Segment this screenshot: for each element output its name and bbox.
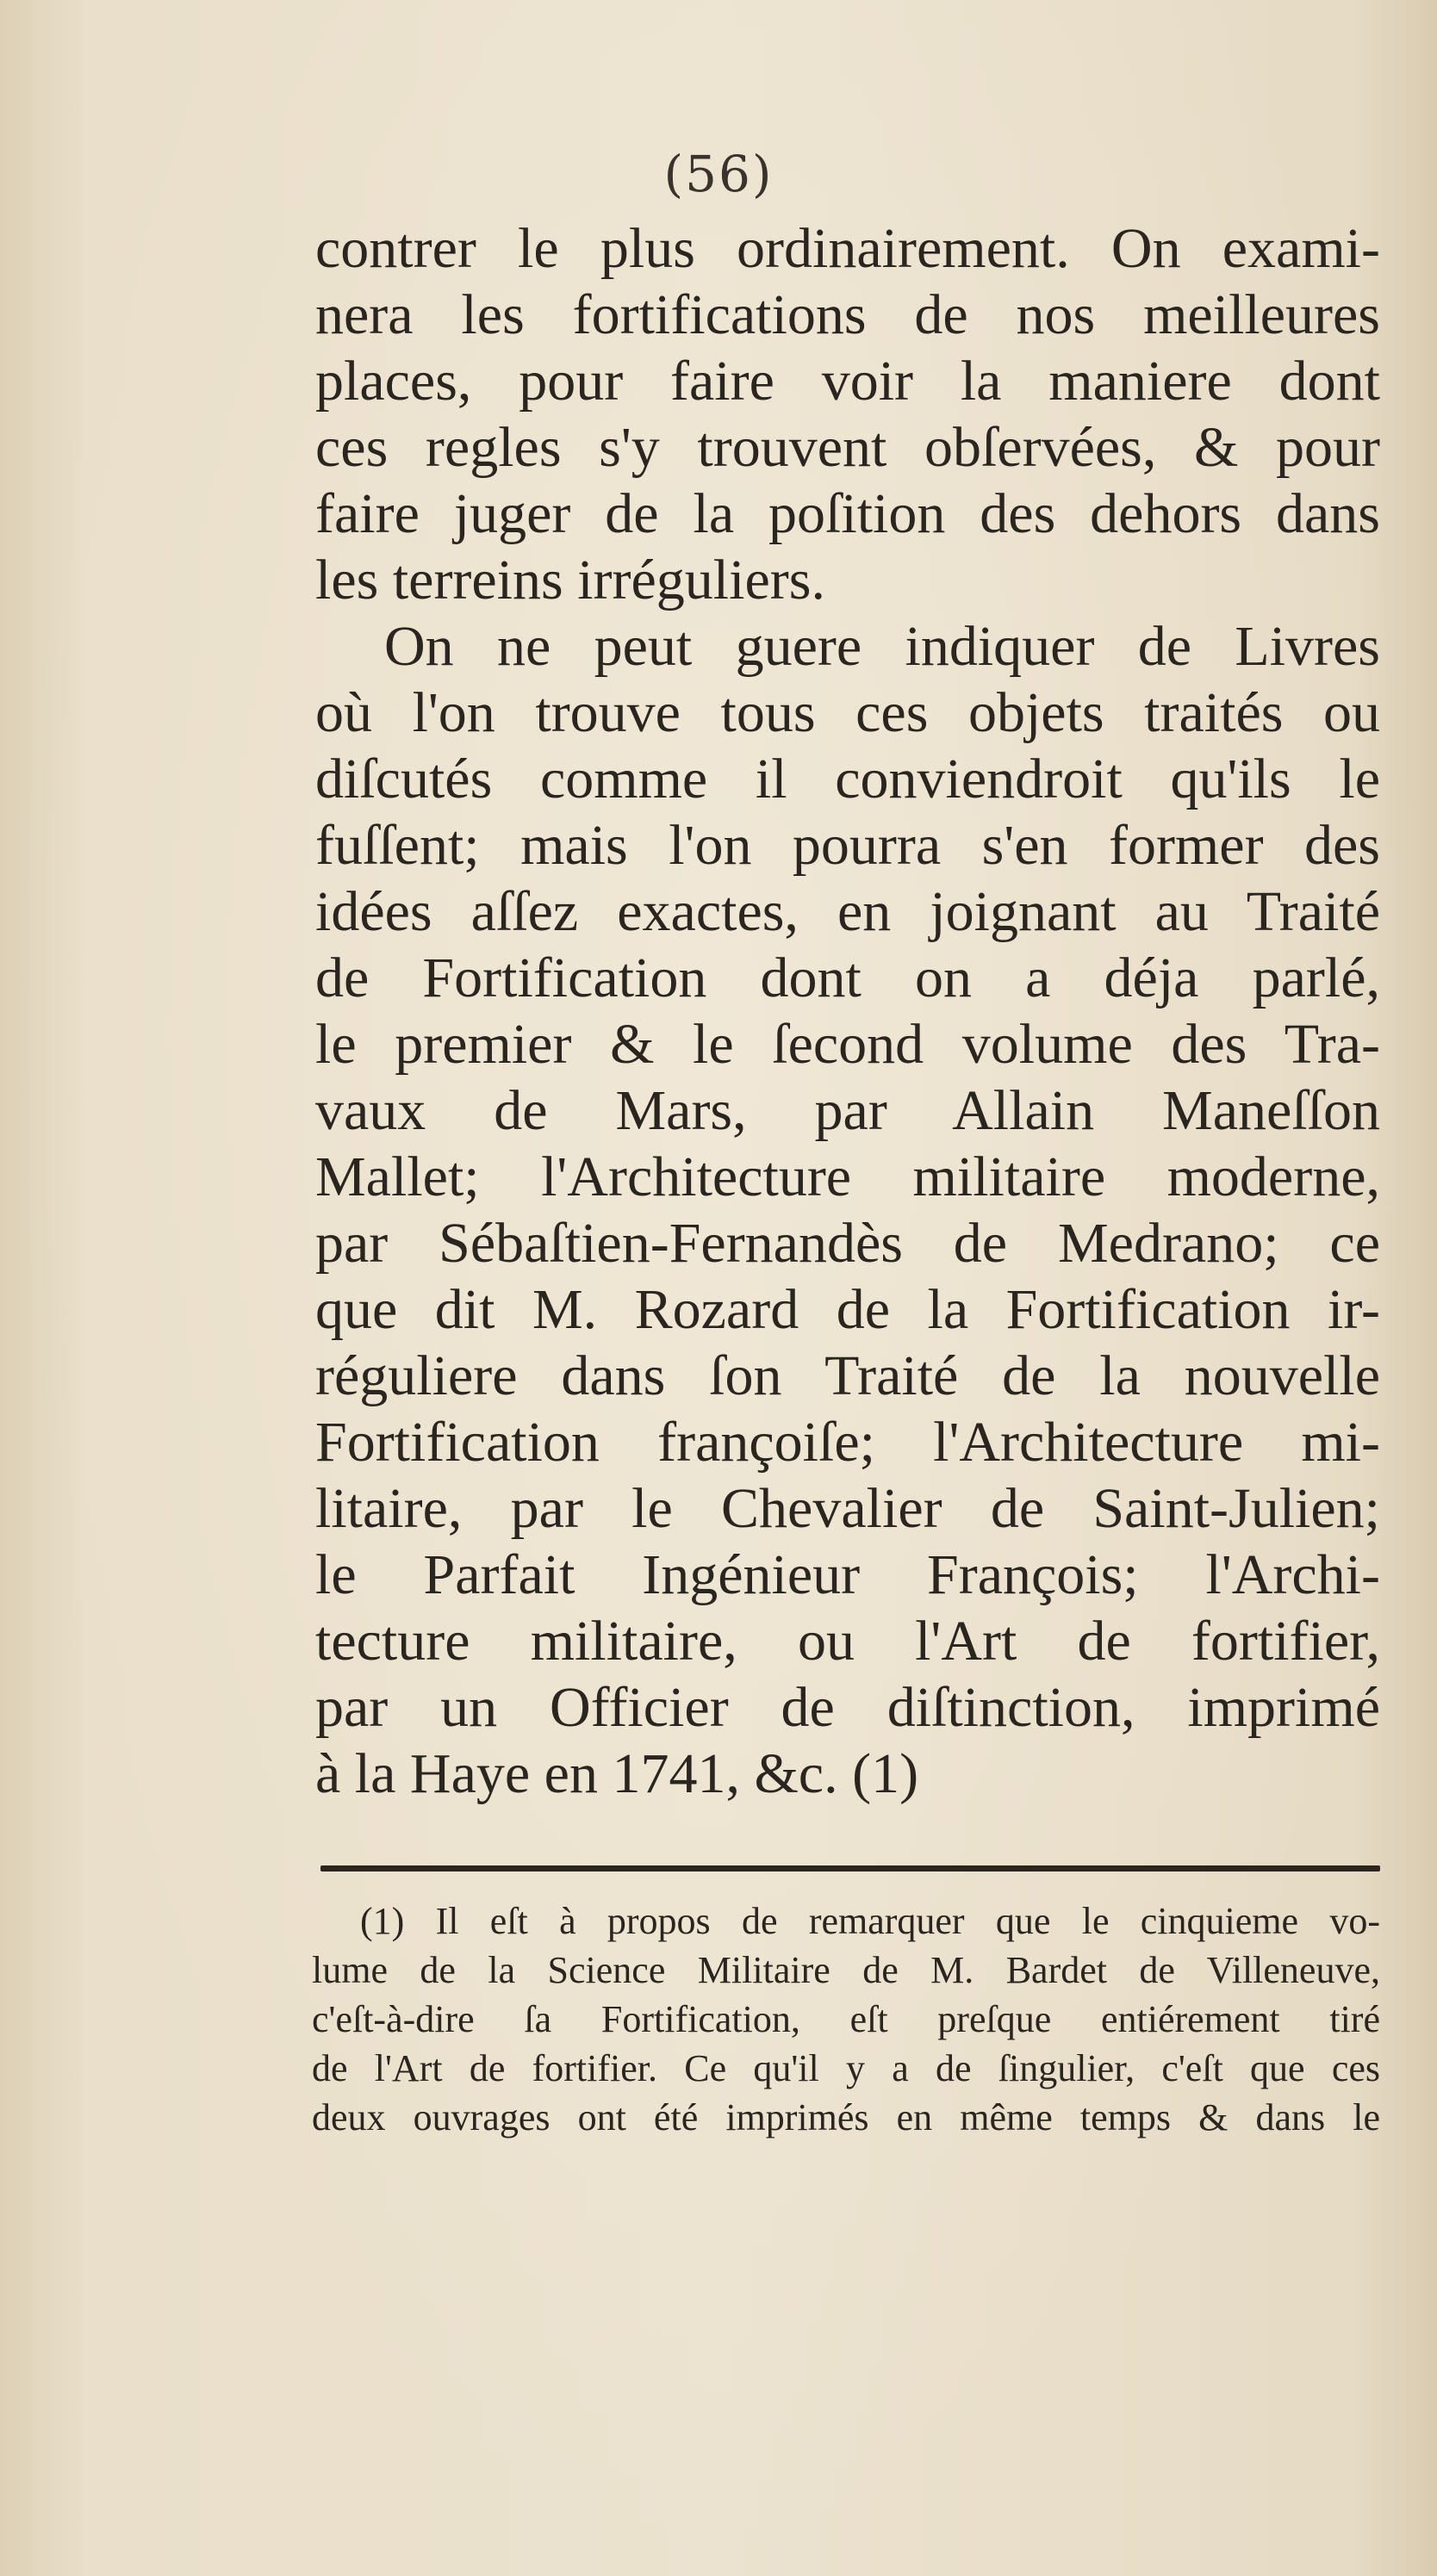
text-line: réguliere dans ſon Traité de la nouvelle [315,1344,1380,1407]
main-text [315,215,1380,1807]
text-line: contrer le plus ordinairement. On exami- [315,217,1380,280]
text-line: On ne peut guere indiquer de Livres [384,615,1380,678]
text-line: Mallet; l'Architecture militaire moderne, [315,1145,1380,1208]
text-line: les terreins irréguliers. [315,549,825,611]
text-line: tecture militaire, ou l'Art de fortifier, [315,1610,1380,1673]
text-line: le premier & le ſecond volume des Tra- [315,1013,1380,1076]
text-line: vaux de Mars, par Allain Maneſſon [315,1079,1380,1142]
footnote-line: de l'Art de fortifier. Ce qu'il y a de ſingulier, c'eſt que ces [312,2047,1380,2089]
text-line: à la Haye en 1741, &c. (1) [315,1742,919,1805]
page-number: (56) [663,145,774,203]
text-line: de Fortification dont on a déja parlé, [315,947,1380,1009]
footnote-line: deux ouvrages ont été imprimés en même temps & dans le [312,2096,1380,2138]
text-line: par Sébaſtien-Fernandès de Medrano; ce [315,1212,1380,1275]
text-line: faire juger de la poſition des dehors dans [315,482,1380,545]
text-line: places, pour faire voir la maniere dont [315,350,1380,413]
text-line: litaire, par le Chevalier de Saint-Julien; [315,1477,1380,1540]
footnote-line: c'eſt-à-dire ſa Fortification, eſt preſque entiérement tiré [312,1998,1380,2040]
text-line: nera les fortifications de nos meilleures [315,283,1380,346]
text-line: idées aſſez exactes, en joignant au Traité [315,880,1380,943]
text-line: diſcutés comme il conviendroit qu'ils le [315,748,1380,810]
text-line: que dit M. Rozard de la Fortification ir- [315,1278,1380,1341]
text-line: par un Officier de diſtinction, imprimé [315,1676,1380,1739]
text-line: Fortification françoiſe; l'Architecture mi- [315,1411,1380,1474]
footnote-line: (1) Il eſt à propos de remarquer que le cinquieme vo- [360,1900,1380,1942]
text-line: fuſſent; mais l'on pourra s'en former des [315,814,1380,877]
text-line: ces regles s'y trouvent obſervées, & pour [315,416,1380,479]
footnote-rule [320,1865,1380,1871]
text-line: le Parfait Ingénieur François; l'Archi- [315,1543,1380,1606]
text-line: où l'on trouve tous ces objets traités ou [315,681,1380,744]
footnote-line: lume de la Science Militaire de M. Bardet de Villeneuve, [312,1949,1380,1991]
footnote [312,1896,1380,2142]
